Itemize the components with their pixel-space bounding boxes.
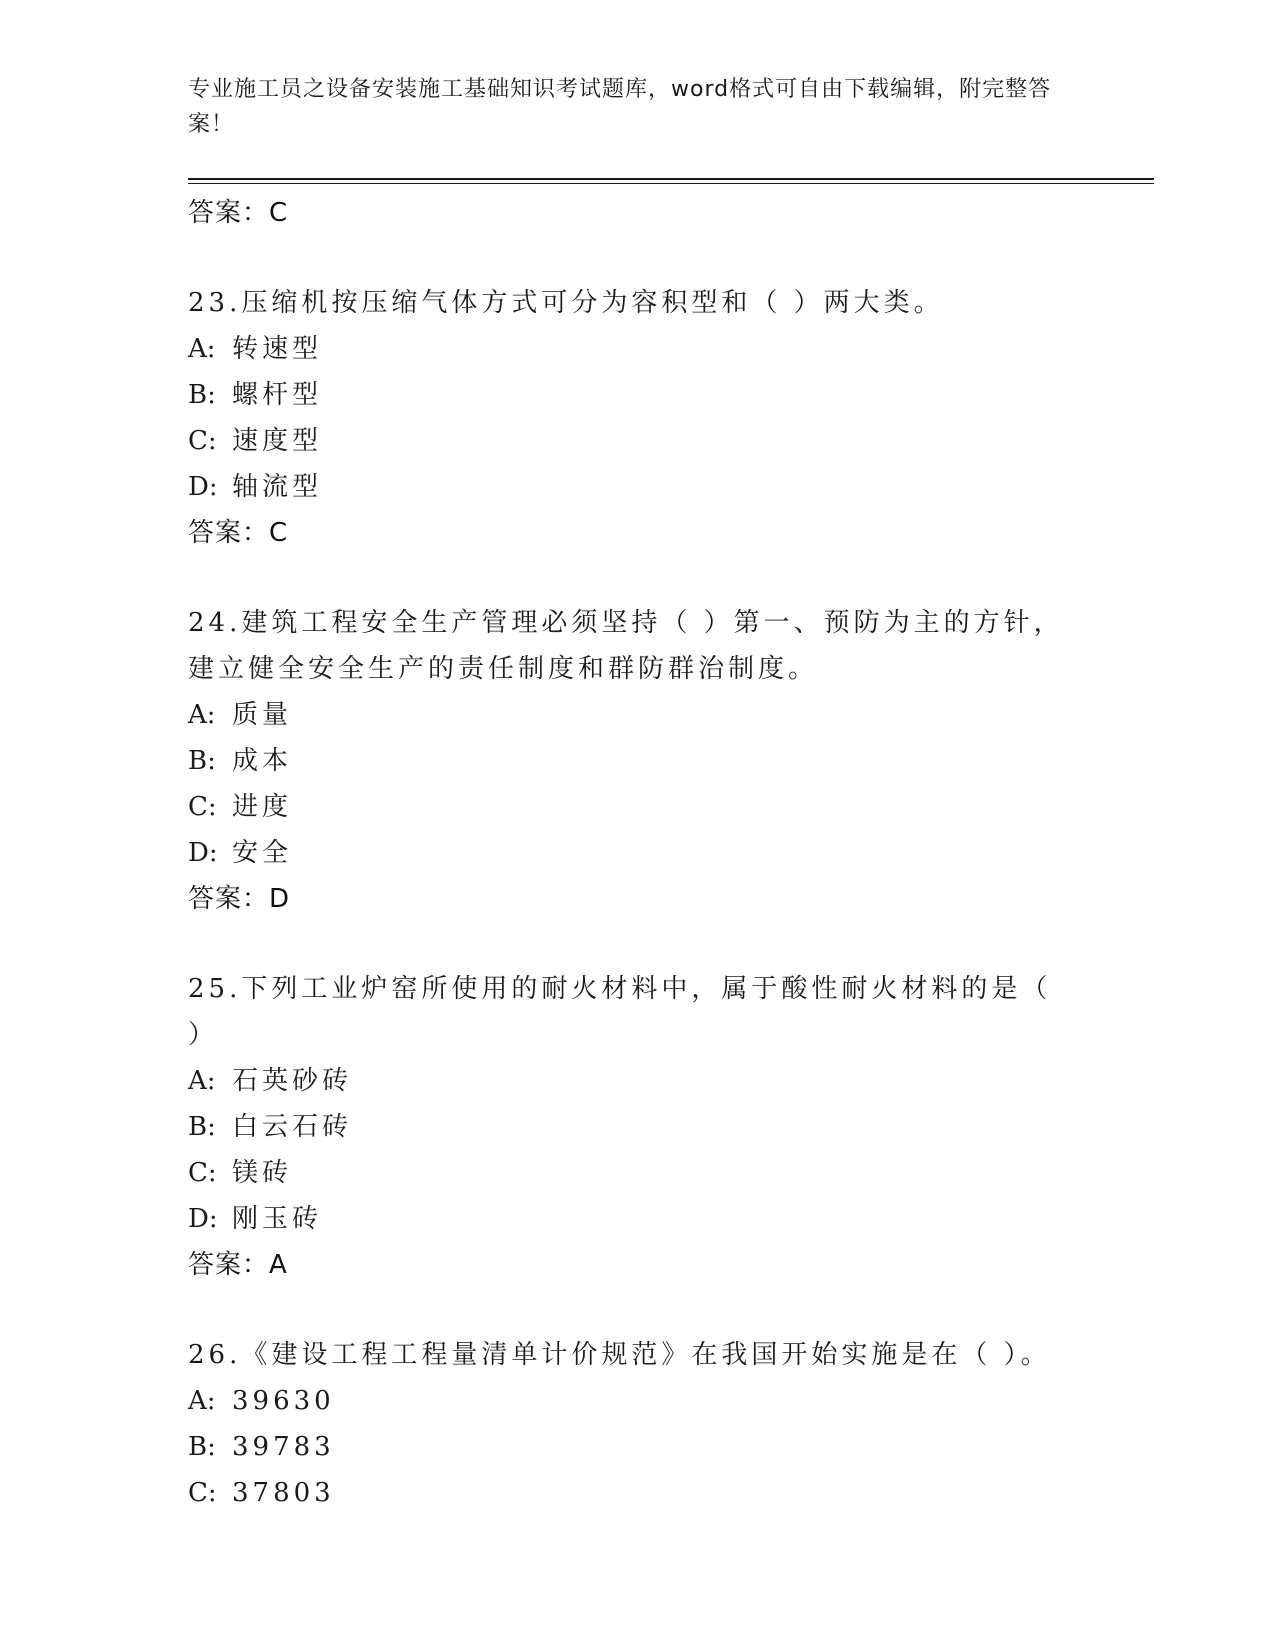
option-b (188, 372, 1068, 418)
option-text: 质量 (232, 700, 293, 730)
option-d (188, 464, 1068, 510)
option-text: 进度 (232, 792, 293, 822)
question-25 (188, 966, 1068, 1288)
option-d (188, 1196, 1068, 1242)
option-label: D: (188, 1204, 218, 1234)
option-label: B: (188, 1432, 216, 1462)
option-b (188, 1104, 1068, 1150)
answer-line: 答案：D (188, 884, 291, 914)
option-a (188, 1058, 1068, 1104)
option-text: 成本 (232, 746, 293, 776)
document-content (188, 190, 1068, 1516)
option-b (188, 1424, 1068, 1470)
option-label: B: (188, 1112, 216, 1142)
option-label: A: (188, 1386, 216, 1416)
document-header: 专业施工员之设备安装施工基础知识考试题库，word格式可自由下载编辑，附完整答案！ (188, 77, 1052, 137)
option-label: C: (188, 792, 217, 822)
option-c (188, 784, 1068, 830)
option-label: A: (188, 334, 216, 364)
option-label: B: (188, 380, 216, 410)
question-26 (188, 1332, 1068, 1516)
question-stem: 24.建筑工程安全生产管理必须坚持（ ）第一、预防为主的方针，建立健全安全生产的责任制度和群防群治制度。 (188, 608, 1064, 684)
option-label: B: (188, 746, 216, 776)
question-24 (188, 600, 1068, 922)
option-b (188, 738, 1068, 784)
question-stem: 26.《建设工程工程量清单计价规范》在我国开始实施是在（ ）。 (188, 1340, 1051, 1370)
option-c (188, 1470, 1068, 1516)
option-text: 39783 (232, 1432, 335, 1462)
option-text: 石英砂砖 (232, 1066, 353, 1096)
option-a (188, 1378, 1068, 1424)
option-text: 安全 (232, 838, 293, 868)
option-text: 白云石砖 (232, 1112, 353, 1142)
option-text: 刚玉砖 (232, 1204, 323, 1234)
answer-line: 答案：C (188, 198, 289, 228)
option-label: D: (188, 838, 218, 868)
option-text: 转速型 (232, 334, 323, 364)
answer-line: 答案：A (188, 1250, 288, 1280)
option-label: A: (188, 700, 216, 730)
header-rule-thin (188, 183, 1154, 184)
option-c (188, 1150, 1068, 1196)
option-a (188, 326, 1068, 372)
header-rule-thick (188, 178, 1154, 180)
option-label: C: (188, 1158, 217, 1188)
option-label: C: (188, 1478, 217, 1508)
option-text: 速度型 (232, 426, 323, 456)
option-label: A: (188, 1066, 216, 1096)
option-text: 螺杆型 (232, 380, 323, 410)
option-text: 37803 (232, 1478, 335, 1508)
question-23 (188, 280, 1068, 556)
option-c (188, 418, 1068, 464)
question-stem: 23.压缩机按压缩气体方式可分为容积型和（ ）两大类。 (188, 288, 944, 318)
option-label: D: (188, 472, 218, 502)
question-stem: 25.下列工业炉窑所使用的耐火材料中，属于酸性耐火材料的是（ ） (188, 974, 1052, 1050)
option-d (188, 830, 1068, 876)
option-text: 39630 (232, 1386, 335, 1416)
option-text: 镁砖 (232, 1158, 293, 1188)
option-a (188, 692, 1068, 738)
option-text: 轴流型 (232, 472, 323, 502)
option-label: C: (188, 426, 217, 456)
answer-line: 答案：C (188, 518, 289, 548)
